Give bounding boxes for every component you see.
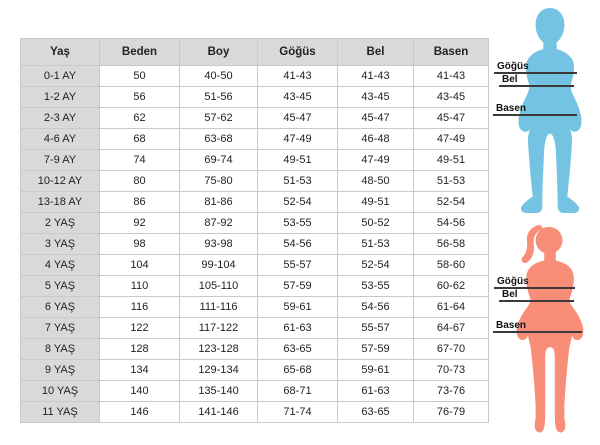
value-cell: 70-73 — [414, 360, 489, 381]
value-cell: 80 — [100, 171, 180, 192]
table-row — [21, 360, 489, 381]
value-cell: 56 — [100, 87, 180, 108]
value-cell: 61-63 — [338, 381, 414, 402]
value-cell: 51-53 — [258, 171, 338, 192]
boy-waist-label: Bel — [502, 74, 518, 85]
girl-hips-label: Basen — [496, 320, 527, 331]
table-row — [21, 66, 489, 87]
value-cell: 57-59 — [338, 339, 414, 360]
value-cell: 52-54 — [338, 255, 414, 276]
table-row — [21, 108, 489, 129]
age-cell: 4-6 AY — [21, 129, 100, 150]
age-cell: 13-18 AY — [21, 192, 100, 213]
value-cell: 48-50 — [338, 171, 414, 192]
value-cell: 59-61 — [338, 360, 414, 381]
value-cell: 47-49 — [414, 129, 489, 150]
value-cell: 41-43 — [414, 66, 489, 87]
value-cell: 74 — [100, 150, 180, 171]
table-row — [21, 381, 489, 402]
table-header-row — [21, 39, 489, 66]
value-cell: 146 — [100, 402, 180, 423]
value-cell: 53-55 — [258, 213, 338, 234]
value-cell: 47-49 — [338, 150, 414, 171]
age-cell: 5 YAŞ — [21, 276, 100, 297]
girl-head — [536, 227, 563, 254]
value-cell: 54-56 — [338, 297, 414, 318]
value-cell: 117-122 — [180, 318, 258, 339]
value-cell: 43-45 — [414, 87, 489, 108]
value-cell: 63-65 — [338, 402, 414, 423]
value-cell: 54-56 — [414, 213, 489, 234]
column-header-age: Yaş — [21, 39, 100, 66]
boy-chest-measure-line — [494, 61, 577, 74]
value-cell: 64-67 — [414, 318, 489, 339]
column-header-hips: Basen — [414, 39, 489, 66]
boy-chest-label: Göğüs — [497, 61, 529, 72]
boy-waist-measure-line — [499, 74, 574, 87]
value-cell: 50 — [100, 66, 180, 87]
value-cell: 55-57 — [338, 318, 414, 339]
value-cell: 71-74 — [258, 402, 338, 423]
value-cell: 68 — [100, 129, 180, 150]
value-cell: 60-62 — [414, 276, 489, 297]
value-cell: 65-68 — [258, 360, 338, 381]
value-cell: 45-47 — [338, 108, 414, 129]
value-cell: 63-68 — [180, 129, 258, 150]
table-row — [21, 297, 489, 318]
table-row — [21, 150, 489, 171]
table-row — [21, 402, 489, 423]
value-cell: 49-51 — [414, 150, 489, 171]
value-cell: 73-76 — [414, 381, 489, 402]
value-cell: 61-64 — [414, 297, 489, 318]
value-cell: 57-62 — [180, 108, 258, 129]
value-cell: 122 — [100, 318, 180, 339]
value-cell: 57-59 — [258, 276, 338, 297]
value-cell: 99-104 — [180, 255, 258, 276]
value-cell: 128 — [100, 339, 180, 360]
age-cell: 1-2 AY — [21, 87, 100, 108]
column-header-size: Beden — [100, 39, 180, 66]
value-cell: 52-54 — [414, 192, 489, 213]
value-cell: 123-128 — [180, 339, 258, 360]
value-cell: 46-48 — [338, 129, 414, 150]
girl-chest-measure-line — [494, 276, 575, 289]
age-cell: 8 YAŞ — [21, 339, 100, 360]
column-header-chest: Göğüs — [258, 39, 338, 66]
age-cell: 4 YAŞ — [21, 255, 100, 276]
value-cell: 58-60 — [414, 255, 489, 276]
age-cell: 7-9 AY — [21, 150, 100, 171]
value-cell: 40-50 — [180, 66, 258, 87]
size-table-body — [21, 66, 489, 423]
value-cell: 140 — [100, 381, 180, 402]
value-cell: 93-98 — [180, 234, 258, 255]
value-cell: 129-134 — [180, 360, 258, 381]
size-table — [20, 38, 489, 423]
value-cell: 49-51 — [258, 150, 338, 171]
value-cell: 43-45 — [338, 87, 414, 108]
value-cell: 116 — [100, 297, 180, 318]
value-cell: 53-55 — [338, 276, 414, 297]
value-cell: 111-116 — [180, 297, 258, 318]
value-cell: 41-43 — [338, 66, 414, 87]
value-cell: 63-65 — [258, 339, 338, 360]
table-row — [21, 255, 489, 276]
table-row — [21, 87, 489, 108]
value-cell: 135-140 — [180, 381, 258, 402]
age-cell: 2-3 AY — [21, 108, 100, 129]
value-cell: 61-63 — [258, 318, 338, 339]
value-cell: 45-47 — [414, 108, 489, 129]
table-row — [21, 213, 489, 234]
age-cell: 10 YAŞ — [21, 381, 100, 402]
value-cell: 104 — [100, 255, 180, 276]
column-header-waist: Bel — [338, 39, 414, 66]
table-row — [21, 276, 489, 297]
girl-chest-label: Göğüs — [497, 276, 529, 287]
value-cell: 134 — [100, 360, 180, 381]
value-cell: 86 — [100, 192, 180, 213]
value-cell: 110 — [100, 276, 180, 297]
value-cell: 56-58 — [414, 234, 489, 255]
value-cell: 47-49 — [258, 129, 338, 150]
age-cell: 11 YAŞ — [21, 402, 100, 423]
age-cell: 7 YAŞ — [21, 318, 100, 339]
girl-hips-measure-line — [493, 320, 582, 333]
value-cell: 87-92 — [180, 213, 258, 234]
value-cell: 54-56 — [258, 234, 338, 255]
table-row — [21, 171, 489, 192]
value-cell: 69-74 — [180, 150, 258, 171]
age-cell: 2 YAŞ — [21, 213, 100, 234]
age-cell: 0-1 AY — [21, 66, 100, 87]
value-cell: 141-146 — [180, 402, 258, 423]
value-cell: 45-47 — [258, 108, 338, 129]
value-cell: 67-70 — [414, 339, 489, 360]
table-row — [21, 318, 489, 339]
column-header-height: Boy — [180, 39, 258, 66]
value-cell: 43-45 — [258, 87, 338, 108]
value-cell: 49-51 — [338, 192, 414, 213]
table-row — [21, 192, 489, 213]
value-cell: 81-86 — [180, 192, 258, 213]
value-cell: 50-52 — [338, 213, 414, 234]
girl-waist-measure-line — [499, 289, 574, 302]
value-cell: 41-43 — [258, 66, 338, 87]
age-cell: 6 YAŞ — [21, 297, 100, 318]
value-cell: 52-54 — [258, 192, 338, 213]
girl-waist-label: Bel — [502, 289, 518, 300]
table-row — [21, 339, 489, 360]
value-cell: 59-61 — [258, 297, 338, 318]
value-cell: 105-110 — [180, 276, 258, 297]
age-cell: 9 YAŞ — [21, 360, 100, 381]
value-cell: 68-71 — [258, 381, 338, 402]
age-cell: 3 YAŞ — [21, 234, 100, 255]
value-cell: 75-80 — [180, 171, 258, 192]
value-cell: 76-79 — [414, 402, 489, 423]
table-row — [21, 129, 489, 150]
value-cell: 51-53 — [338, 234, 414, 255]
boy-hips-label: Basen — [496, 103, 527, 114]
value-cell: 51-56 — [180, 87, 258, 108]
value-cell: 98 — [100, 234, 180, 255]
value-cell: 92 — [100, 213, 180, 234]
boy-hips-measure-line — [493, 103, 577, 116]
value-cell: 62 — [100, 108, 180, 129]
age-cell: 10-12 AY — [21, 171, 100, 192]
table-row — [21, 234, 489, 255]
value-cell: 55-57 — [258, 255, 338, 276]
value-cell: 51-53 — [414, 171, 489, 192]
